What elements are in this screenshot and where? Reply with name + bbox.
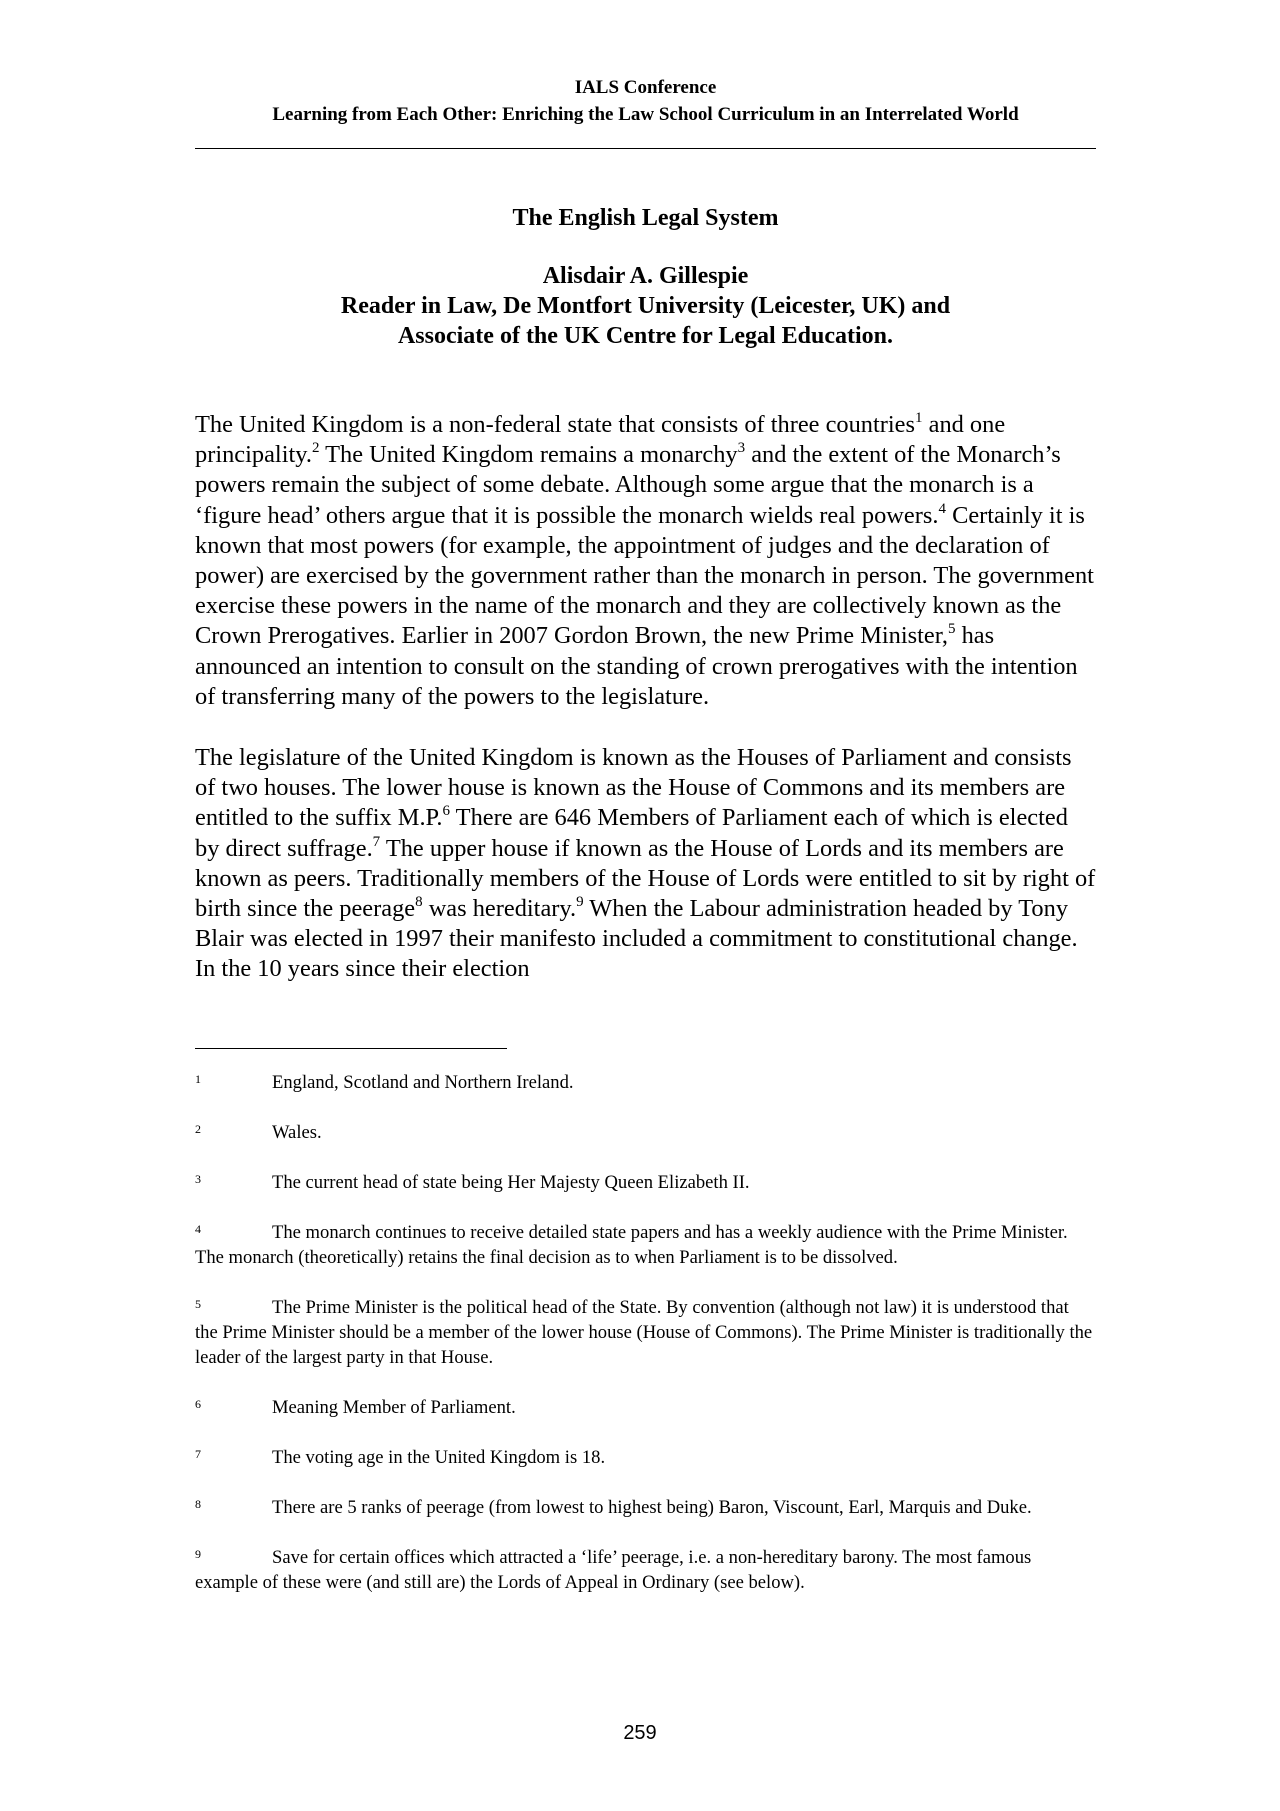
- text-run: The United Kingdom is a non-federal state that consists of three countries: [195, 411, 916, 438]
- footnote: 6 Meaning Member of Parliament.: [195, 1397, 516, 1418]
- footnote-ref[interactable]: 2: [311, 440, 320, 457]
- running-header: [195, 74, 1096, 128]
- footnote-ref[interactable]: 4: [938, 500, 946, 517]
- footnote: 9 Save for certain offices which attracted a ‘life’ peerage, i.e. a non-hereditary barony. The most famous example of these were (and still are) the Lords of Appeal in Ordinary (see below).: [195, 1547, 1032, 1593]
- paragraph-1: [195, 410, 1096, 712]
- body-text: [195, 410, 1096, 985]
- text-run: The legislature of the United Kingdom is known as the Houses of Parliament and consists of two houses. The lower house is known as the House of Commons and its members are entitled to the suffix M.P.: [195, 744, 1072, 832]
- conference-subtitle: Learning from Each Other: Enriching the Law School Curriculum in an Interrelated World: [272, 104, 1019, 125]
- footnote: 5 The Prime Minister is the political head of the State. By convention (although not law) it is understood that the Prime Minister should be a member of the lower house (House of Commons). The Prime Minister is traditionally the leader of the largest party in that House.: [195, 1297, 1093, 1368]
- footnote-ref[interactable]: 3: [737, 440, 746, 457]
- title-block: [195, 202, 1096, 351]
- footnote-text: Wales.: [272, 1122, 322, 1143]
- footnote-text: England, Scotland and Northern Ireland.: [272, 1072, 574, 1093]
- page-number: 259: [623, 1722, 657, 1744]
- footnote-separator: [195, 1048, 507, 1049]
- footnote-ref[interactable]: 5: [947, 621, 956, 638]
- footnotes: [195, 1070, 1096, 1620]
- author-affiliation-line-1: Reader in Law, De Montfort University (Leicester, UK) and: [340, 293, 951, 319]
- footnote-text: Save for certain offices which attracted a ‘life’ peerage, i.e. a non-hereditary barony. The most famous example of these were (and still are) the Lords of Appeal in Ordinary (see below).: [195, 1547, 1032, 1593]
- footnote-ref[interactable]: 7: [372, 833, 381, 850]
- footnote-text: There are 5 ranks of peerage (from lowest to highest being) Baron, Viscount, Earl, Marquis and Duke.: [272, 1497, 1032, 1518]
- paragraph-2: [195, 743, 1096, 985]
- text-run: was hereditary.: [422, 895, 577, 923]
- text-run: has announced an intention to consult on the standing of crown prerogatives with the intention of transferring many of the powers to the legislature.: [195, 622, 1078, 710]
- paper-title: The English Legal System: [512, 205, 779, 231]
- text-run: When the Labour administration headed by Tony Blair was elected in 1997 their manifesto included a commitment to constitutional change. In the 10 years since their election: [195, 895, 1078, 983]
- text-run: Certainly it is known that most powers (for example, the appointment of judges and the declaration of power) are exercised by the government rather than the monarch in person. The government exercise these powers in the name of the monarch and they are collectively known as the Crown Prerogatives. Earlier in 2007 Gordon Brown, the new Prime Minister,: [195, 501, 1094, 650]
- footnote: 3 The current head of state being Her Majesty Queen Elizabeth II.: [195, 1172, 750, 1193]
- footnote: 8 There are 5 ranks of peerage (from lowest to highest being) Baron, Viscount, Earl, Marquis and Duke.: [195, 1497, 1032, 1518]
- footnote-ref[interactable]: 1: [915, 410, 923, 426]
- footnote-text: The monarch continues to receive detailed state papers and has a weekly audience with the Prime Minister. The monarch (theoretically) retains the final decision as to when Parliament is to be dissolved.: [195, 1222, 1068, 1268]
- text-run: The United Kingdom remains a monarchy: [319, 441, 738, 469]
- author-affiliation-line-2: Associate of the UK Centre for Legal Education.: [397, 323, 894, 349]
- author-name: Alisdair A. Gillespie: [542, 263, 749, 289]
- footnote-ref[interactable]: 8: [415, 894, 423, 911]
- conference-name: IALS Conference: [574, 77, 717, 98]
- footnote: 2 Wales.: [195, 1122, 322, 1143]
- footnote-text: The voting age in the United Kingdom is 18.: [272, 1447, 606, 1468]
- footnote-ref[interactable]: 9: [576, 894, 584, 911]
- footnote: 4 The monarch continues to receive detailed state papers and has a weekly audience with the Prime Minister. The monarch (theoretically) retains the final decision as to when Parliament is to be dissolved.: [195, 1222, 1068, 1268]
- footnote-ref[interactable]: 6: [442, 803, 451, 820]
- text-run: and one principality.: [195, 411, 1006, 469]
- footnote: 7 The voting age in the United Kingdom is 18.: [195, 1447, 606, 1468]
- text-run: The upper house if known as the House of Lords and its members are known as peers. Traditionally members of the House of Lords were entitled to sit by right of birth since the peerage: [195, 834, 1096, 923]
- footnote-text: The current head of state being Her Majesty Queen Elizabeth II.: [272, 1172, 750, 1193]
- footnote: 1 England, Scotland and Northern Ireland.: [195, 1072, 574, 1093]
- text-run: and the extent of the Monarch’s powers remain the subject of some debate. Although some argue that the monarch is a ‘figure head’ others argue that it is possible the monarch wields real powers.: [195, 441, 1061, 529]
- footnote-text: Meaning Member of Parliament.: [272, 1397, 516, 1418]
- header-divider: [195, 148, 1096, 149]
- text-run: There are 646 Members of Parliament each of which is elected by direct suffrage.: [195, 804, 1068, 862]
- footnote-text: The Prime Minister is the political head of the State. By convention (although not law) it is understood that the Prime Minister should be a member of the lower house (House of Commons). The Prime Minister is traditionally the leader of the largest party in that House.: [195, 1297, 1093, 1368]
